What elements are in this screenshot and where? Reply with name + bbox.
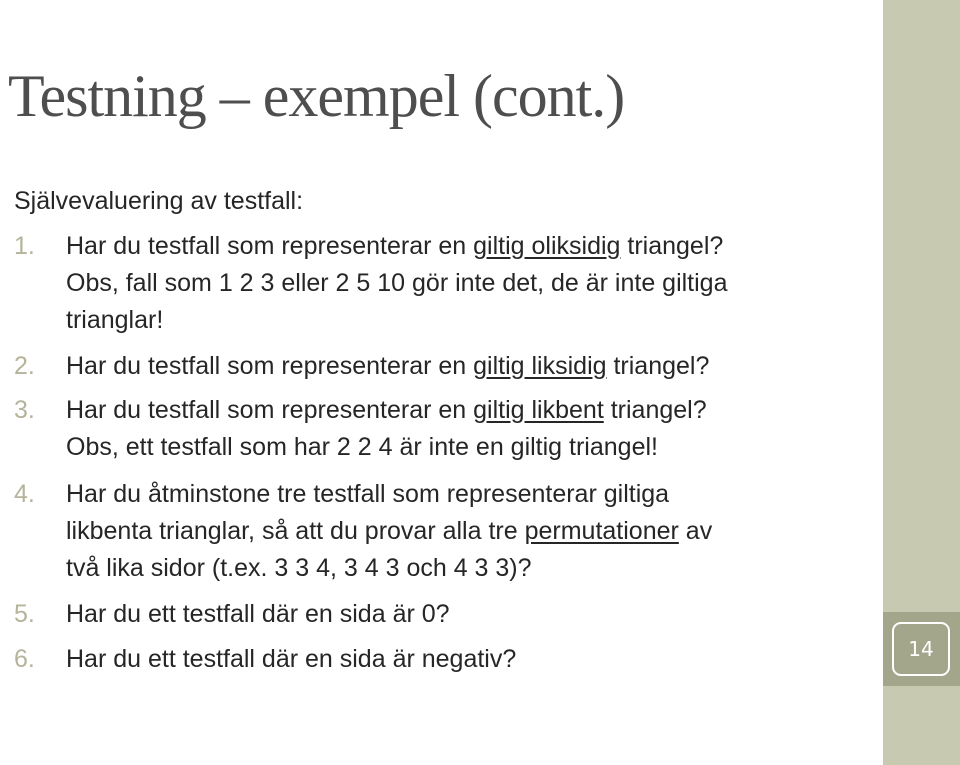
item-text-line: Obs, fall som 1 2 3 eller 2 5 10 gör inte det, de är inte giltiga (66, 269, 728, 297)
slide-title: Testning – exempel (cont.) (8, 63, 625, 129)
item-text-line: Obs, ett testfall som har 2 2 4 är inte en giltig triangel! (66, 433, 658, 461)
underlined-term: giltig oliksidig (473, 232, 621, 260)
item-text-part: Har du testfall som representerar en (66, 352, 474, 380)
item-text-line: Har du ett testfall där en sida är negativ? (66, 645, 517, 673)
item-text-line: två lika sidor (t.ex. 3 3 4, 3 4 3 och 4 3 3)? (66, 554, 532, 582)
item-text-part: triangel? (603, 396, 707, 424)
page-number-badge (892, 622, 950, 676)
item-text (66, 348, 886, 385)
item-text-part: triangel? (606, 352, 710, 380)
item-text-line: trianglar! (66, 306, 164, 334)
item-number: 4. (14, 480, 35, 508)
item-text (66, 476, 886, 587)
item-text-part: Har du testfall som representerar en (66, 396, 474, 424)
item-number: 6. (14, 645, 35, 673)
item-text (66, 392, 886, 466)
item-text-part: Har du testfall som representerar en (66, 232, 474, 260)
item-text-part: likbenta trianglar, så att du provar alla tre (66, 517, 525, 545)
intro-text: Självevaluering av testfall: (14, 187, 304, 215)
item-text-line: Har du ett testfall där en sida är 0? (66, 600, 450, 628)
item-text (66, 641, 886, 678)
item-text-part: av (678, 517, 713, 545)
item-text (66, 596, 886, 633)
item-number: 1. (14, 232, 35, 260)
underlined-term: permutationer (524, 517, 679, 545)
item-number: 5. (14, 600, 35, 628)
item-number: 3. (14, 396, 35, 424)
underlined-term: giltig likbent (473, 396, 604, 424)
item-text-line: Har du åtminstone tre testfall som representerar giltiga (66, 480, 670, 508)
underlined-term: giltig liksidig (473, 352, 607, 380)
page-number: 14 (908, 637, 934, 661)
item-text-part: triangel? (620, 232, 724, 260)
item-number: 2. (14, 352, 35, 380)
item-text (66, 228, 886, 339)
